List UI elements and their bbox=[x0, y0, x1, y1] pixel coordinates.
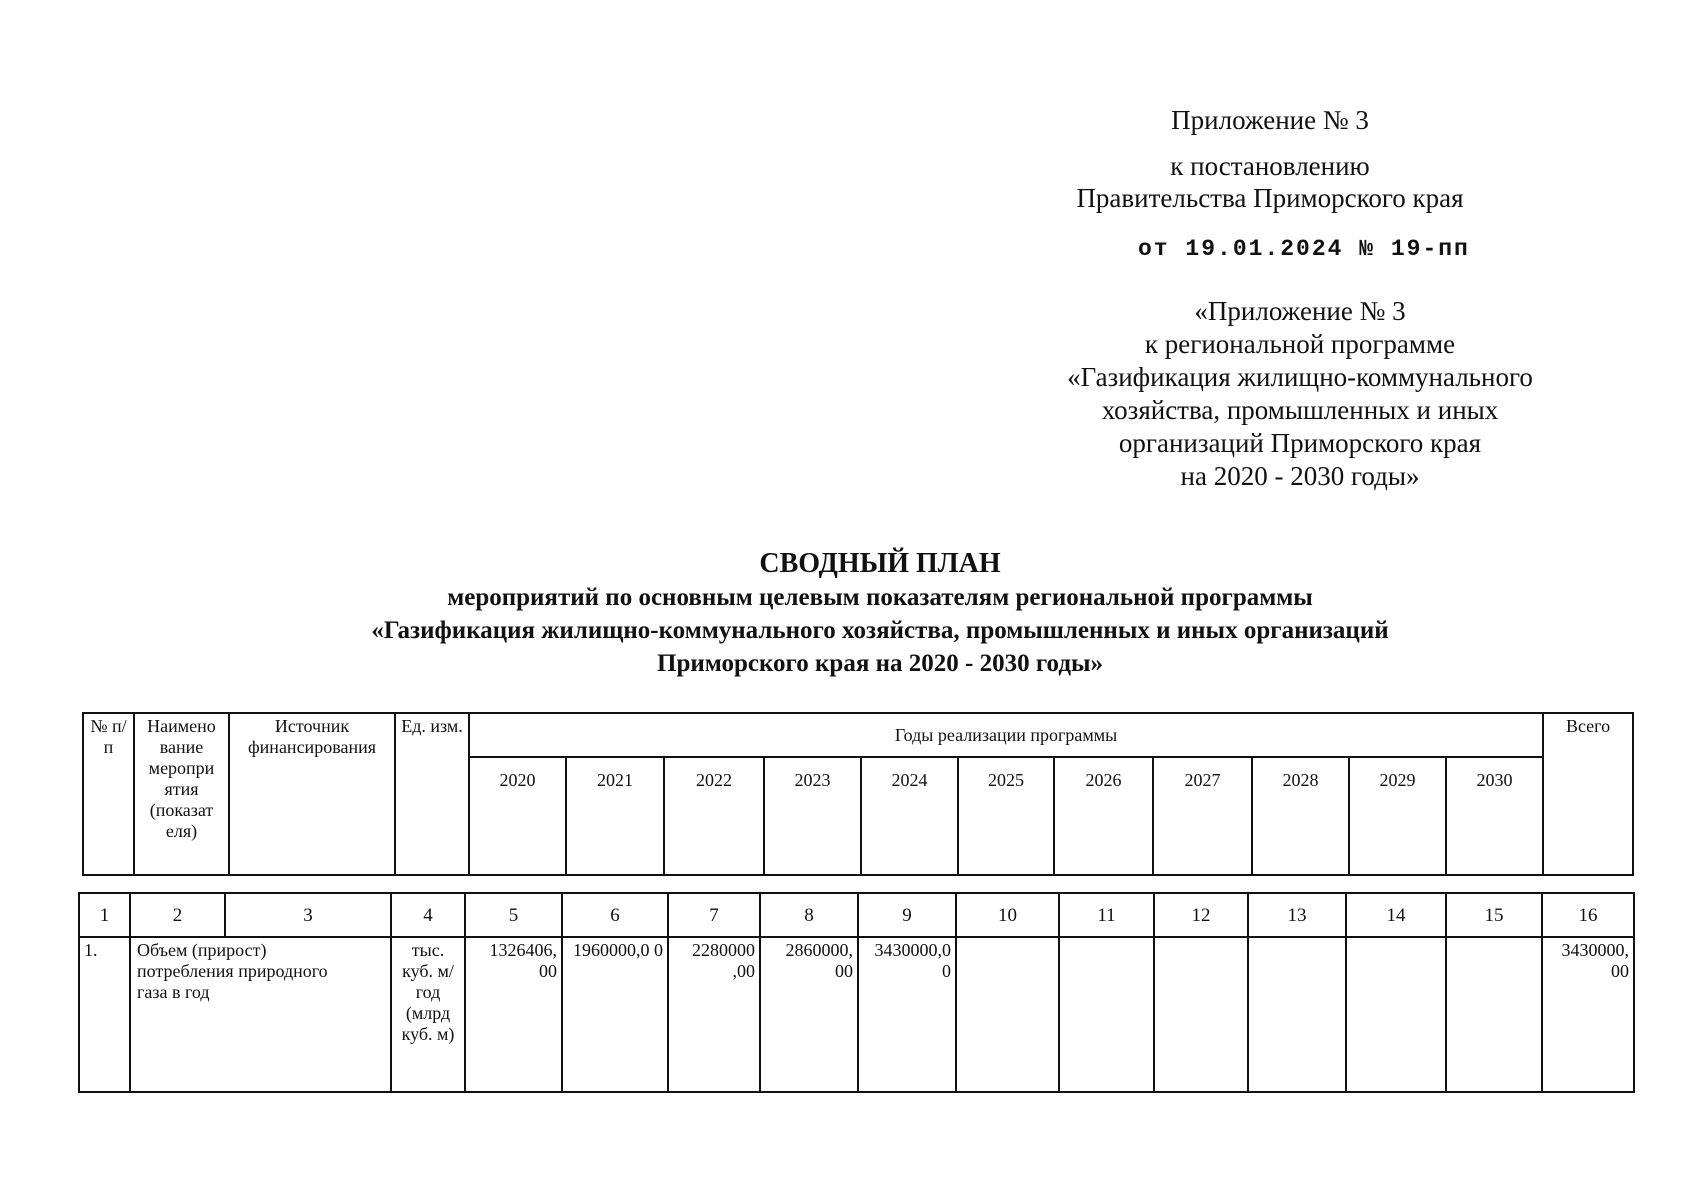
row-value-2021: 1960000,0 0 bbox=[562, 937, 668, 1092]
program-appendix-line6: на 2020 - 2030 годы» bbox=[1180, 461, 1420, 491]
header-table bbox=[82, 712, 1634, 876]
col-header-year: 2030 bbox=[1446, 757, 1543, 875]
approval-stamp: от 19.01.2024 № 19-пп bbox=[1138, 236, 1470, 262]
col-header-year: 2023 bbox=[764, 757, 861, 875]
row-unit: тыс. куб. м/год (млрд куб. м) bbox=[391, 937, 465, 1092]
column-number: 9 bbox=[858, 893, 956, 937]
data-table bbox=[78, 892, 1635, 1093]
column-number: 3 bbox=[225, 893, 391, 937]
program-appendix-line5: организаций Приморского края bbox=[1118, 428, 1482, 458]
row-value-2030 bbox=[1446, 937, 1542, 1092]
row-num: 1. bbox=[79, 937, 130, 1092]
column-number: 8 bbox=[760, 893, 858, 937]
column-number: 4 bbox=[391, 893, 465, 937]
plan-title: СВОДНЫЙ ПЛАН bbox=[759, 548, 1001, 579]
col-header-source: Источник финансирования bbox=[229, 713, 395, 875]
col-header-year: 2020 bbox=[469, 757, 566, 875]
row-name: Объем (прирост) потребления природного газа в год bbox=[130, 937, 391, 1092]
column-number: 1 bbox=[79, 893, 130, 937]
column-number: 11 bbox=[1059, 893, 1154, 937]
row-value-2029 bbox=[1346, 937, 1446, 1092]
col-header-year: 2025 bbox=[958, 757, 1054, 875]
program-appendix-line1: «Приложение № 3 bbox=[1194, 296, 1406, 326]
row-value-2024: 3430000,0 0 bbox=[858, 937, 956, 1092]
column-number: 7 bbox=[668, 893, 760, 937]
row-value-2023: 2860000, 00 bbox=[760, 937, 858, 1092]
column-number: 15 bbox=[1446, 893, 1542, 937]
column-number: 2 bbox=[130, 893, 225, 937]
column-number: 16 bbox=[1542, 893, 1634, 937]
plan-subtitle-line1: мероприятий по основным целевым показателям региональной программы bbox=[447, 584, 1313, 611]
program-appendix-line4: хозяйства, промышленных и иных bbox=[1101, 395, 1499, 425]
col-header-total: Всего bbox=[1543, 713, 1633, 875]
col-header-unit: Ед. изм. bbox=[395, 713, 469, 875]
row-value-2022: 2280000 ,00 bbox=[668, 937, 760, 1092]
col-header-year: 2026 bbox=[1054, 757, 1153, 875]
col-header-name: Наимено вание меропри ятия (показат еля) bbox=[134, 713, 229, 875]
column-number: 10 bbox=[956, 893, 1059, 937]
col-header-years-group: Годы реализации программы bbox=[469, 713, 1543, 757]
col-header-year: 2022 bbox=[664, 757, 764, 875]
column-number: 5 bbox=[465, 893, 562, 937]
col-header-year: 2024 bbox=[861, 757, 958, 875]
column-number: 6 bbox=[562, 893, 668, 937]
appendix-line1: к постановлению bbox=[1170, 151, 1370, 181]
column-number: 14 bbox=[1346, 893, 1446, 937]
plan-subtitle-line3: Приморского края на 2020 - 2030 годы» bbox=[657, 650, 1103, 677]
col-header-year: 2021 bbox=[566, 757, 664, 875]
col-header-year: 2027 bbox=[1153, 757, 1252, 875]
row-total: 3430000, 00 bbox=[1542, 937, 1634, 1092]
row-value-2025 bbox=[956, 937, 1059, 1092]
row-value-2027 bbox=[1154, 937, 1248, 1092]
col-header-num: № п/п bbox=[83, 713, 134, 875]
appendix-line2: Правительства Приморского края bbox=[1076, 183, 1464, 213]
row-value-2026 bbox=[1059, 937, 1154, 1092]
plan-subtitle-line2: «Газификация жилищно-коммунального хозяйства, промышленных и иных организаций bbox=[371, 617, 1389, 644]
column-number: 13 bbox=[1248, 893, 1346, 937]
row-value-2020: 1326406, 00 bbox=[465, 937, 562, 1092]
row-value-2028 bbox=[1248, 937, 1346, 1092]
col-header-year: 2029 bbox=[1349, 757, 1446, 875]
table-row bbox=[79, 937, 1634, 1092]
program-appendix-line3: «Газификация жилищно-коммунального bbox=[1067, 362, 1533, 392]
column-number: 12 bbox=[1154, 893, 1248, 937]
appendix-title: Приложение № 3 bbox=[1171, 105, 1369, 135]
program-appendix-line2: к региональной программе bbox=[1144, 329, 1456, 359]
col-header-year: 2028 bbox=[1252, 757, 1349, 875]
